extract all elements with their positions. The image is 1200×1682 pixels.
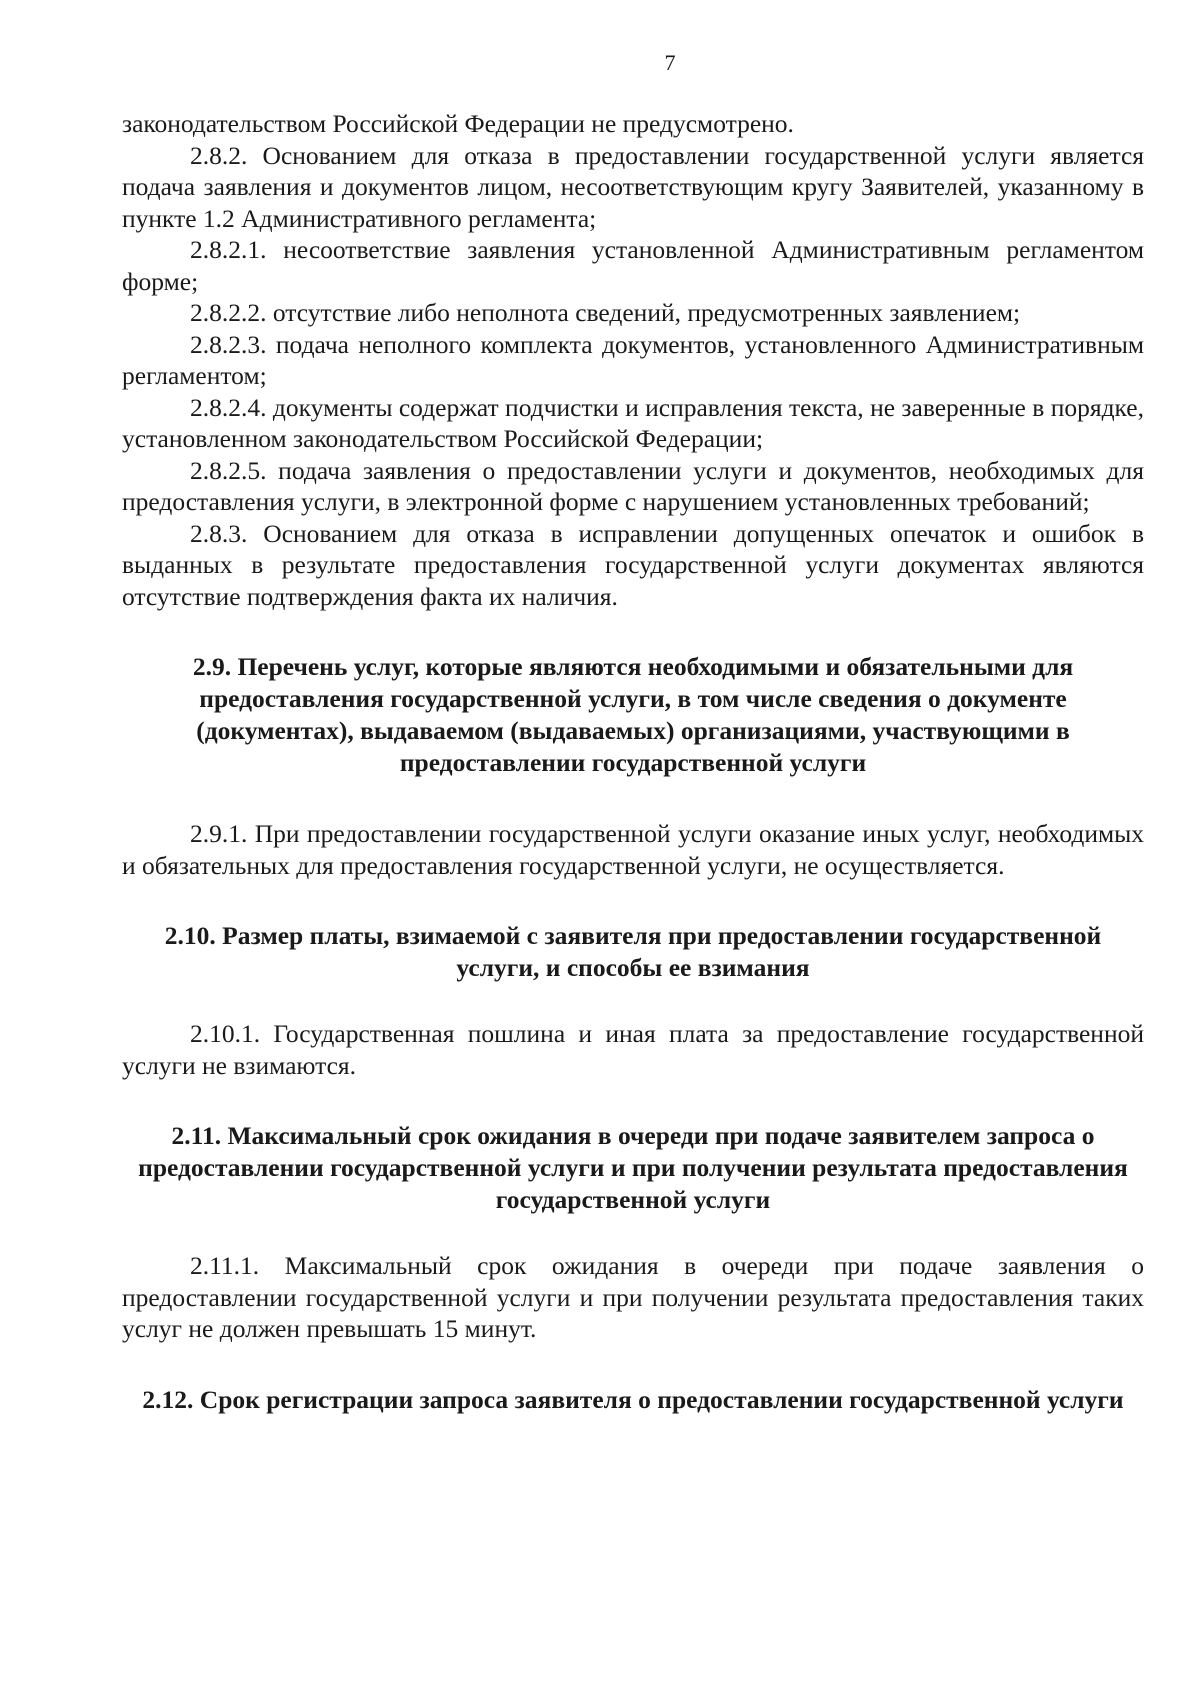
paragraph-2-9-1: 2.9.1. При предоставлении государственной услуги оказание иных услуг, необходимых и обязательных для предоставления государственной услуги, не осуществляется. (122, 819, 1144, 880)
document-body (122, 108, 1144, 1416)
paragraph-2-10-1: 2.10.1. Государственная пошлина и иная плата за предоставление государственной услуги не взимаются. (122, 1019, 1144, 1080)
section-heading-2-11: 2.11. Максимальный срок ожидания в очереди при подаче заявителем запроса о предоставлении государственной услуги и при получении результата предоставления государственной услуги (138, 1121, 1128, 1214)
section-heading-2-12: 2.12. Срок регистрации запроса заявителя о предоставлении государственной услуги (142, 1384, 1124, 1414)
paragraph-2-8-2: 2.8.2. Основанием для отказа в предоставлении государственной услуги является подача заявления и документов лицом, несоответствующим кругу Заявителей, указанному в пункте 1.2 Административного регламента; (122, 140, 1144, 233)
page-number: 7 (664, 50, 676, 75)
paragraph-2-8-2-1: 2.8.2.1. несоответствие заявления установленной Административным регламентом форме; (122, 235, 1144, 296)
section-heading-2-10: 2.10. Размер платы, взимаемой с заявителя при предоставлении государственной услуги, и способы ее взимания (164, 921, 1102, 982)
paragraph-2-8-2-4: 2.8.2.4. документы содержат подчистки и исправления текста, не заверенные в порядке, установленном законодательством Российской Федерации; (122, 392, 1144, 453)
paragraph-2-8-3: 2.8.3. Основанием для отказа в исправлении допущенных опечаток и ошибок в выданных в результате предоставления государственной услуги документах являются отсутствие подтверждения факта их наличия. (122, 518, 1144, 611)
paragraph-2-8-2-2: 2.8.2.2. отсутствие либо неполнота сведений, предусмотренных заявлением; (190, 298, 1021, 327)
paragraph-2-8-2-5: 2.8.2.5. подача заявления о предоставлении услуги и документов, необходимых для предоставления услуги, в электронной форме с нарушением установленных требований; (122, 455, 1144, 516)
section-heading-2-9: 2.9. Перечень услуг, которые являются необходимыми и обязательными для предоставления государственной услуги, в том числе сведения о документе (документах), выдаваемом (выдаваемых) организациями, участвующими в предоставлении государственной услуги (192, 652, 1074, 777)
paragraph: законодательством Российской Федерации не предусмотрено. (122, 109, 794, 138)
paragraph-2-11-1: 2.11.1. Максимальный срок ожидания в очереди при подаче заявления о предоставлении государственной услуги и при получении результата предоставления таких услуг не должен превышать 15 минут. (122, 1251, 1144, 1343)
paragraph-2-8-2-3: 2.8.2.3. подача неполного комплекта документов, установленного Административным регламентом; (122, 329, 1144, 390)
